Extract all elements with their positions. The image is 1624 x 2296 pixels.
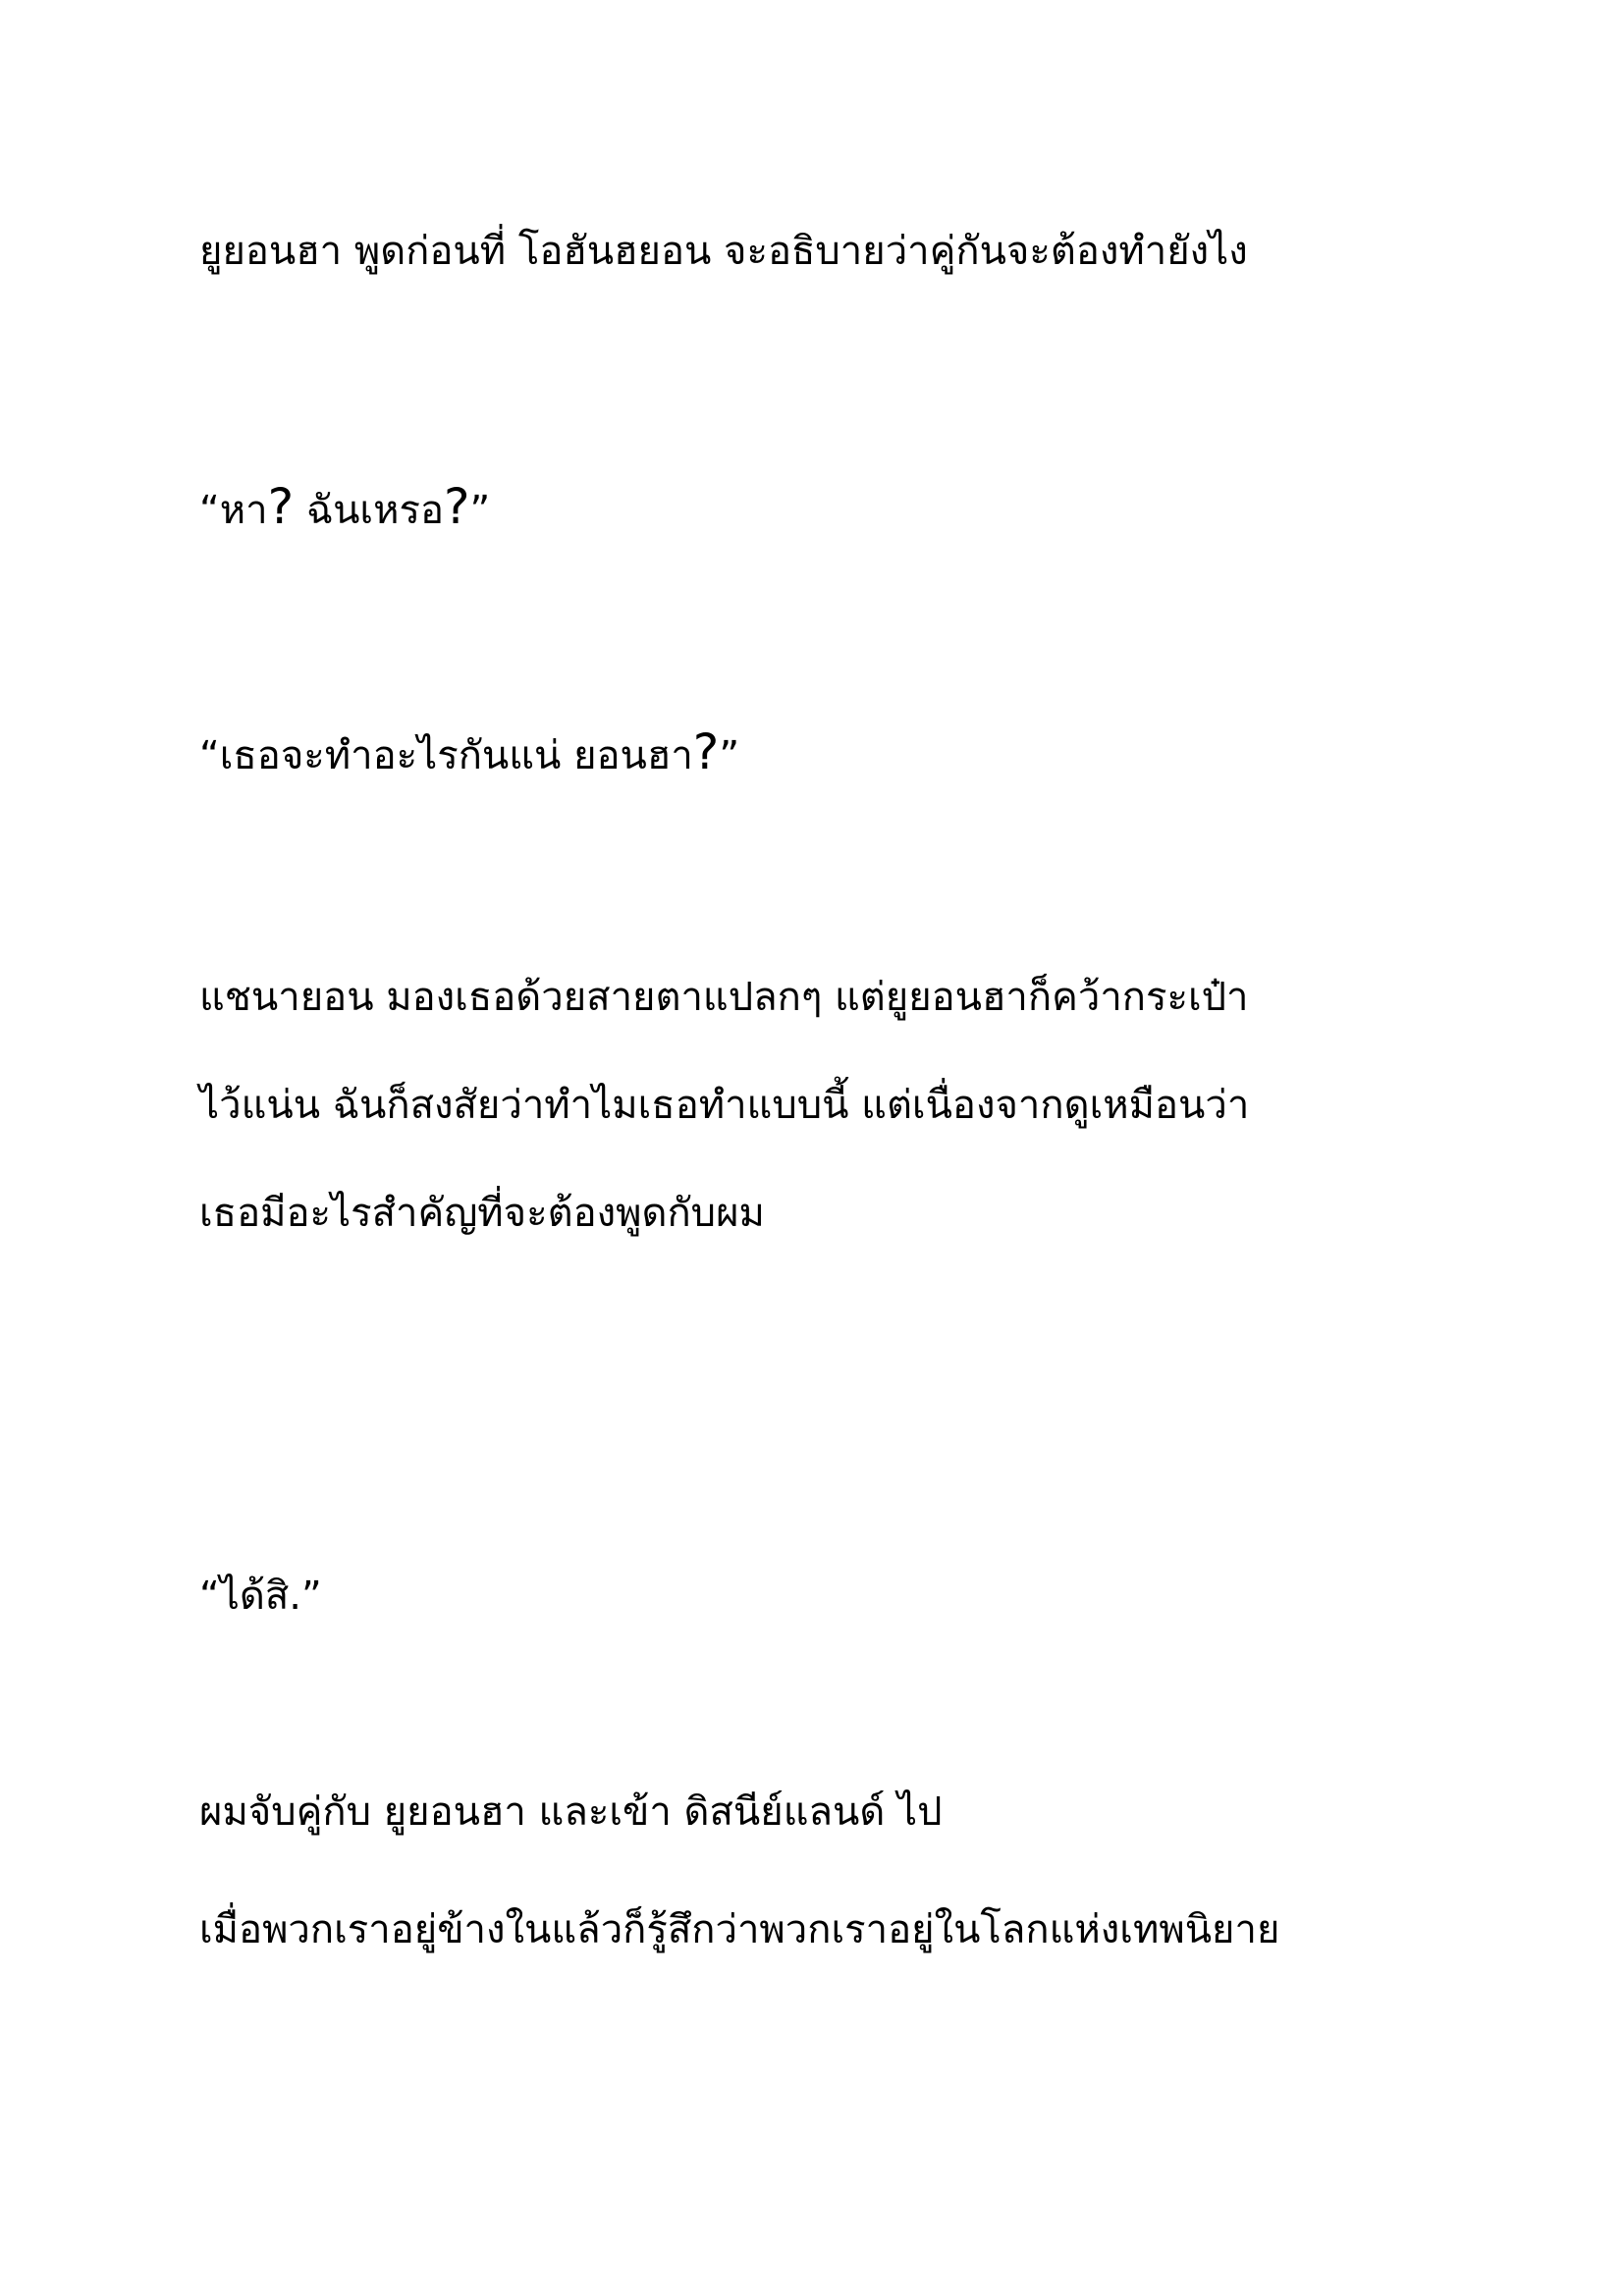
paragraph-line: เธอมีอะไรสำคัญที่จะต้องพูดกับผม xyxy=(199,1191,765,1236)
paragraph-line: ผมจับคู่กับ ยูยอนฮา และเข้า ดิสนีย์แลนด์ ไป xyxy=(199,1789,943,1835)
dialogue-line xyxy=(199,477,490,540)
paragraph-line: เมื่อพวกเราอยู่ข้างในแล้วก็รู้สึกว่าพวกเราอยู่ในโลกแห่งเทพนิยาย xyxy=(199,1907,1280,1952)
paragraph-line: ยูยอนฮา พูดก่อนที่ โอฮันฮยอน จะอธิบายว่าคู่กันจะต้องทำยังไง xyxy=(199,229,1248,274)
dialogue-text: “เธอจะทำอะไรกันแน่ ยอนฮา xyxy=(199,733,693,778)
dialogue-text: ฉันเหรอ xyxy=(294,488,444,533)
question-mark: ? xyxy=(692,723,720,780)
closing-quote: ” xyxy=(719,733,740,778)
question-mark: ? xyxy=(267,478,295,535)
paragraph-line: ไว้แน่น ฉันก็สงสัยว่าทำไมเธอทำแบบนี้ แต่เนื่องจากดูเหมือนว่า xyxy=(199,1083,1250,1128)
paragraph-line: แชนายอน มองเธอด้วยสายตาแปลกๆ แต่ยูยอนฮาก็คว้ากระเป๋า xyxy=(199,975,1249,1020)
closing-quote: ” xyxy=(469,488,491,533)
dialogue-text: “หา xyxy=(199,488,268,533)
question-mark: ? xyxy=(443,478,470,535)
dialogue-line xyxy=(199,722,739,785)
dialogue-line: “ได้สิ.” xyxy=(199,1574,322,1619)
